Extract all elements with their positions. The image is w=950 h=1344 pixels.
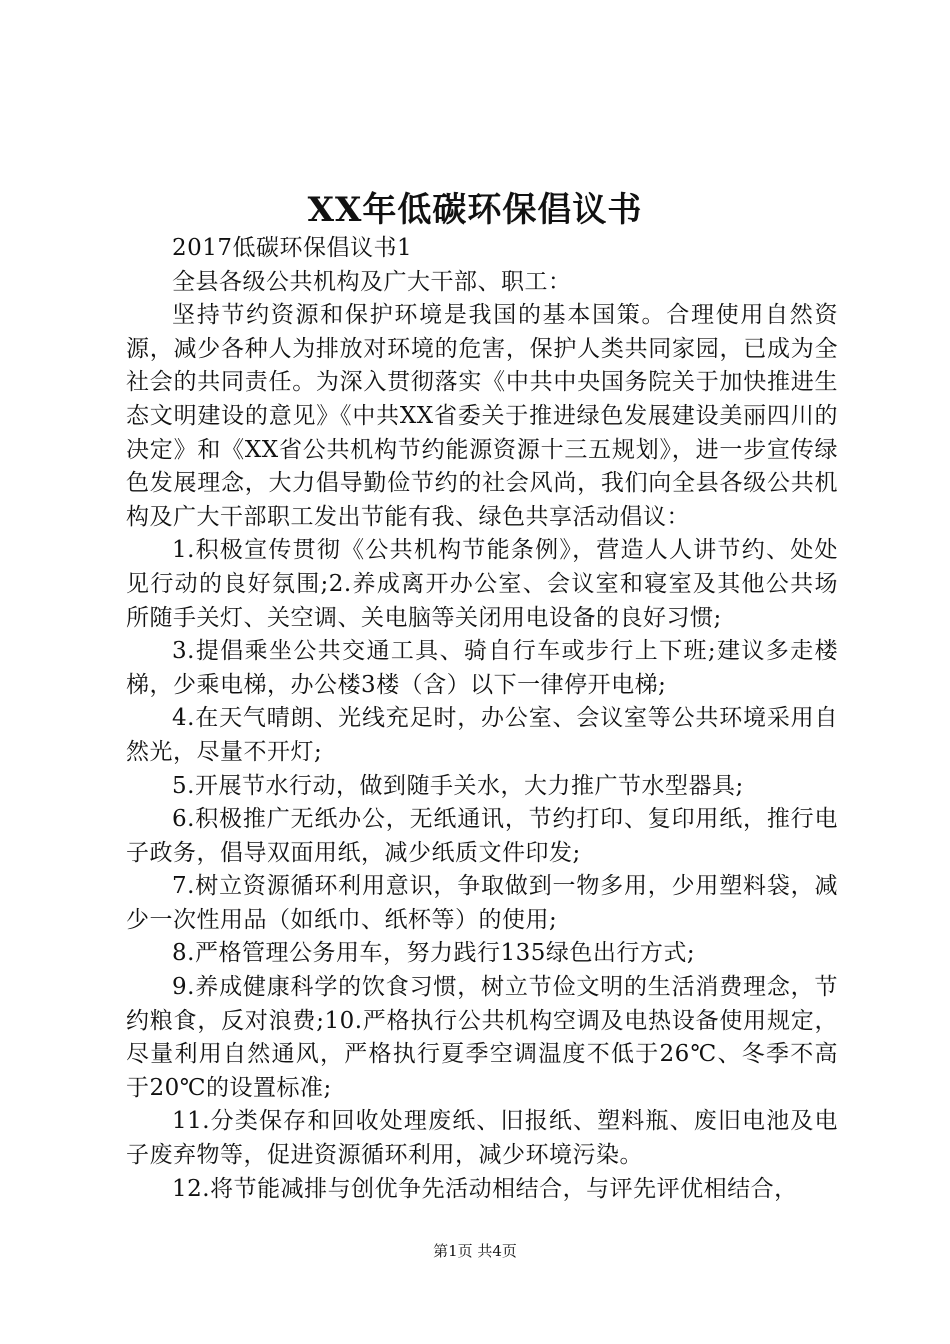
paragraph-item-11: 11.分类保存和回收处理废纸、旧报纸、塑料瓶、废旧电池及电子废弃物等，促进资源循环利用，减少环境污染。 — [126, 1108, 838, 1169]
paragraph-salutation: 全县各级公共机构及广大干部、职工： — [172, 268, 572, 295]
paragraph-item-3: 3.提倡乘坐公共交通工具、骑自行车或步行上下班;建议多走楼梯，少乘电梯，办公楼3楼（含）以下一律停开电梯; — [126, 638, 838, 698]
paragraph-item-5: 5.开展节水行动，做到随手关水，大力推广节水型器具; — [172, 772, 744, 799]
paragraph-item-8: 8.严格管理公务用车，努力践行135绿色出行方式; — [172, 940, 696, 967]
document-title: XX年低碳环保倡议书 — [307, 190, 643, 230]
paragraph-item-9-10: 9.养成健康科学的饮食习惯，树立节俭文明的生活消费理念，节约粮食，反对浪费;10.严格执行公共机构空调及电热设备使用规定，尽量利用自然通风，严格执行夏季空调温度不低于26℃、冬季不高于20℃的设置标准; — [126, 974, 838, 1101]
paragraph-item-6: 6.积极推广无纸办公，无纸通讯，节约打印、复印用纸，推行电子政务，倡导双面用纸，减少纸质文件印发; — [126, 806, 838, 866]
document-body — [126, 232, 838, 1206]
paragraph-item-1-2: 1.积极宣传贯彻《公共机构节能条例》，营造人人讲节约、处处见行动的良好氛围;2.养成离开办公室、会议室和寝室及其他公共场所随手关灯、关空调、关电脑等关闭用电设备的良好习惯; — [126, 537, 838, 631]
paragraph-item-7: 7.树立资源循环利用意识，争取做到一物多用，少用塑料袋，减少一次性用品（如纸巾、纸杯等）的使用; — [126, 873, 838, 933]
paragraph-subtitle: 2017低碳环保倡议书1 — [172, 235, 413, 261]
paragraph-item-4: 4.在天气晴朗、光线充足时，办公室、会议室等公共环境采用自然光，尽量不开灯; — [126, 705, 838, 765]
paragraph-item-12: 12.将节能减排与创优争先活动相结合，与评先评优相结合， — [172, 1175, 798, 1202]
paragraph-intro: 坚持节约资源和保护环境是我国的基本国策。合理使用自然资源，减少各种人为排放对环境的危害，保护人类共同家园，已成为全社会的共同责任。为深入贯彻落实《中共中央国务院关于加快推进生态文明建设的意见》《中共XX省委关于推进绿色发展建设美丽四川的决定》和《XX省公共机构节约能源资源十三五规划》，进一步宣传绿色发展理念，大力倡导勤俭节约的社会风尚，我们向全县各级公共机构及广大干部职工发出节能有我、绿色共享活动倡议： — [126, 302, 838, 530]
page-footer: 第1页 共4页 — [433, 1242, 517, 1260]
